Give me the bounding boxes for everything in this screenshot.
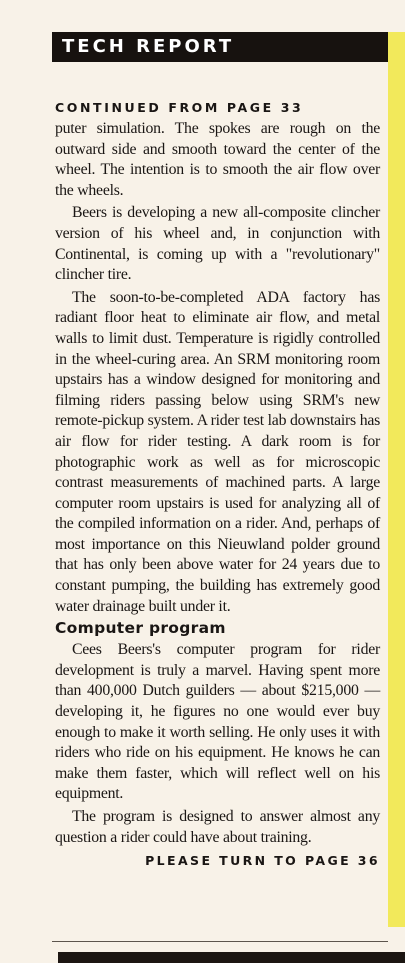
continued-from-label: CONTINUED FROM PAGE 33	[55, 100, 304, 115]
article-paragraph: Beers is developing a new all-composite clincher version of his wheel and, in conjunction with Continental, is coming up with a "revolutionary" clincher tire.	[55, 204, 380, 284]
section-header-bar	[52, 32, 405, 62]
section-title: TECH REPORT	[62, 36, 235, 57]
article-paragraph: puter simulation. The spokes are rough on the outward side and smooth toward the center of the wheel. The intention is to smooth the air flow over the wheels.	[55, 120, 380, 199]
article-paragraph: Cees Beers's computer program for rider development is truly a marvel. Having spent more than 400,000 Dutch guilders — about $215,000 — developing it, he figures no one would ever buy enough to make it worth selling. He only uses it with riders who ride on his equipment. He knows he can make them faster, which will reflect well on his equipment.	[55, 641, 380, 803]
continued-on-label: PLEASE TURN TO PAGE 36	[145, 853, 380, 869]
article-paragraph: The soon-to-be-completed ADA factory has radiant floor heat to eliminate air flow, and metal walls to limit dust. Temperature is rigidly controlled in the wheel-curing area. An SRM monitoring room upstairs has a window designed for monitoring and filming riders passing below using SRM's new remote-pickup system. A rider test lab downstairs has air flow for rider testing. A dark room is for photographic work as well as for microscopic contrast measurements of machined parts. A large computer room upstairs is used for analyzing all of the compiled information on a rider. And, perhaps of most importance on this Nieuwland polder ground that has only been above water for 24 years due to constant pumping, the building has extremely good water drainage built under it.	[55, 288, 380, 615]
page-divider	[52, 941, 388, 942]
article-subhead: Computer program	[55, 619, 226, 638]
article-column	[55, 96, 380, 872]
next-section-bar	[58, 952, 405, 963]
accent-strip	[388, 32, 405, 927]
article-paragraph: The program is designed to answer almost any question a rider could have about training.	[55, 808, 380, 846]
